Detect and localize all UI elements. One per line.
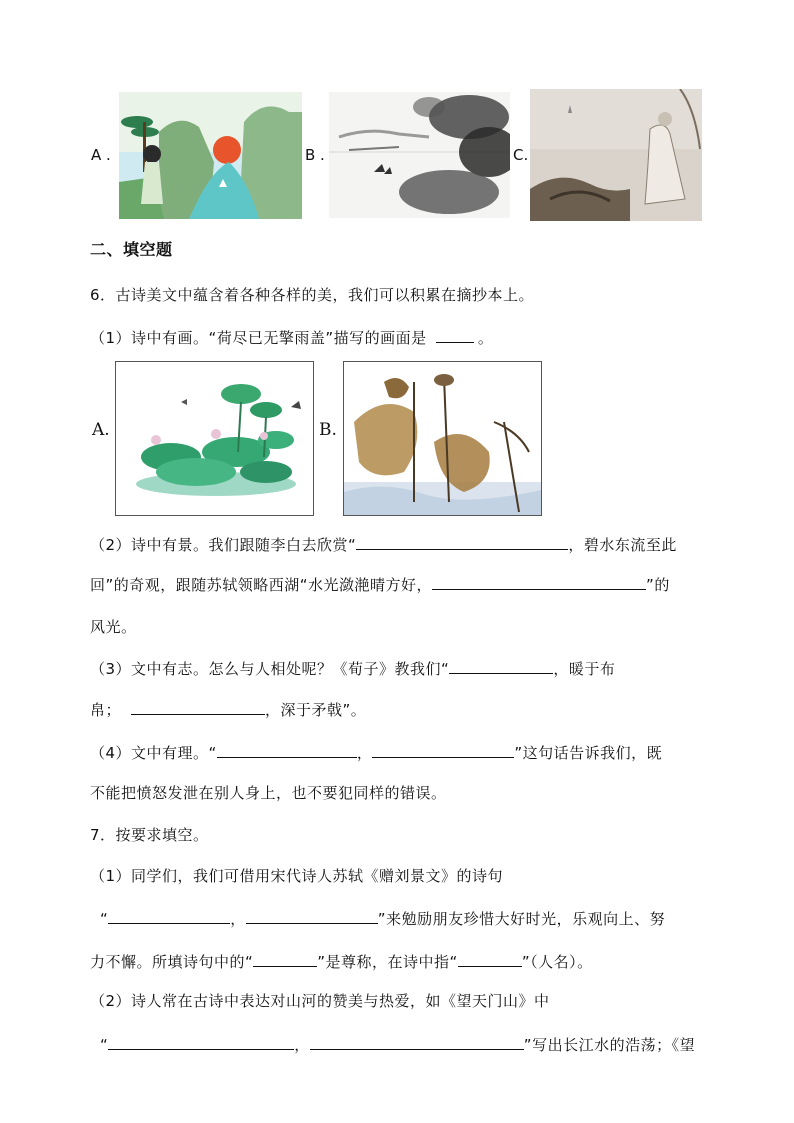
q6-part2-text-a: （2）诗中有景。我们跟随李白去欣赏“ [90, 536, 357, 554]
q7-part1-text-e: ”是尊称，在诗中指“ [317, 953, 458, 971]
q6-part3-line1 [90, 657, 615, 679]
sepia-figure-painting [530, 89, 702, 221]
q6-part2-text-b: ，碧水东流至此 [568, 536, 677, 554]
option-a-image [119, 92, 302, 219]
q6-part2-line3: 风光。 [90, 618, 137, 636]
q6-part3-line2 [90, 698, 366, 720]
q7-part1-blank-3[interactable] [253, 950, 317, 967]
q6-part1-end: 。 [477, 329, 494, 347]
option-c-image [530, 89, 702, 221]
q7-part1-text-d: 力不懈。所填诗句中的“ [90, 953, 254, 971]
q6-part4-blank-2[interactable] [372, 741, 514, 758]
q6-part2-blank-1[interactable] [356, 533, 568, 550]
withered-lotus-painting [344, 362, 541, 515]
q6-part3-blank-2[interactable] [131, 698, 265, 715]
q7-part2-text-c: ”写出长江水的浩荡；《望 [523, 1036, 696, 1054]
option-b-image [329, 92, 510, 218]
q6-part1 [90, 326, 493, 348]
q6-option-b-label: B. [319, 420, 337, 440]
q6-part2-text-d: ”的 [646, 576, 670, 594]
q7-part1-blank-2[interactable] [246, 907, 378, 924]
cartoon-landscape-illustration [119, 92, 302, 219]
q6-part4-blank-1[interactable] [217, 741, 357, 758]
q6-option-b-image [343, 361, 542, 516]
q6-part2-blank-2[interactable] [432, 573, 646, 590]
q6-option-a-image [115, 361, 314, 516]
q6-part3-blank-1[interactable] [449, 657, 553, 674]
option-a-label: A . [91, 146, 111, 164]
q7-part1-line2 [100, 907, 665, 929]
q6-part4-line1 [90, 741, 662, 763]
lotus-leaves-illustration [116, 362, 313, 515]
q6-stem: 6．古诗美文中蕴含着各种各样的美，我们可以积累在摘抄本上。 [90, 286, 535, 304]
q7-part2-line2 [100, 1033, 695, 1055]
q7-part2-text-b: ， [294, 1036, 310, 1054]
q6-part1-text: （1）诗中有画。“荷尽已无擎雨盖”描写的画面是 [90, 329, 427, 347]
q6-part3-text-a: （3）文中有志。怎么与人相处呢？《荀子》教我们“ [90, 660, 450, 678]
q7-part1-text-b: ， [230, 910, 246, 928]
section-title: 二、填空题 [90, 240, 173, 259]
option-c-label: C. [513, 146, 529, 164]
q6-part1-blank[interactable] [436, 326, 474, 343]
q6-part4-text-b: ， [356, 744, 373, 762]
q7-part1-line3 [90, 950, 593, 972]
q7-part1-blank-4[interactable] [458, 950, 522, 967]
q7-part2-line1: （2）诗人常在古诗中表达对山河的赞美与热爱，如《望天门山》中 [90, 992, 550, 1010]
q6-part4-line2: 不能把愤怒发泄在别人身上，也不要犯同样的错误。 [90, 784, 447, 802]
q7-part1-line1: （1）同学们，我们可借用宋代诗人苏轼《赠刘景文》的诗句 [90, 867, 504, 885]
q7-part1-text-a: “ [100, 910, 109, 928]
q6-part3-text-c: 帛； [90, 701, 122, 719]
ink-wash-painting [329, 92, 510, 218]
q7-part1-text-c: ”来勉励朋友珍惜大好时光，乐观向上、努 [377, 910, 666, 928]
q6-part3-text-d: ，深于矛戟”。 [265, 701, 367, 719]
q7-part2-blank-1[interactable] [108, 1033, 294, 1050]
q6-part2-line2 [90, 573, 670, 595]
q7-part1-text-f: ”（人名）。 [521, 953, 593, 971]
q7-stem: 7．按要求填空。 [90, 826, 209, 844]
q7-part2-blank-2[interactable] [310, 1033, 524, 1050]
q6-part4-text-a: （4）文中有理。“ [90, 744, 217, 762]
q6-part2-line1 [90, 533, 677, 555]
option-b-label: B . [305, 146, 325, 164]
q7-part2-text-a: “ [100, 1036, 109, 1054]
q6-option-a-label: A. [92, 420, 110, 440]
q7-part1-blank-1[interactable] [108, 907, 230, 924]
q6-part2-text-c: 回”的奇观，跟随苏轼领略西湖“水光潋滟晴方好， [90, 576, 433, 594]
q6-part4-text-c: ”这句话告诉我们，既 [514, 744, 663, 762]
q6-part3-text-b: ，暖于布 [553, 660, 616, 678]
